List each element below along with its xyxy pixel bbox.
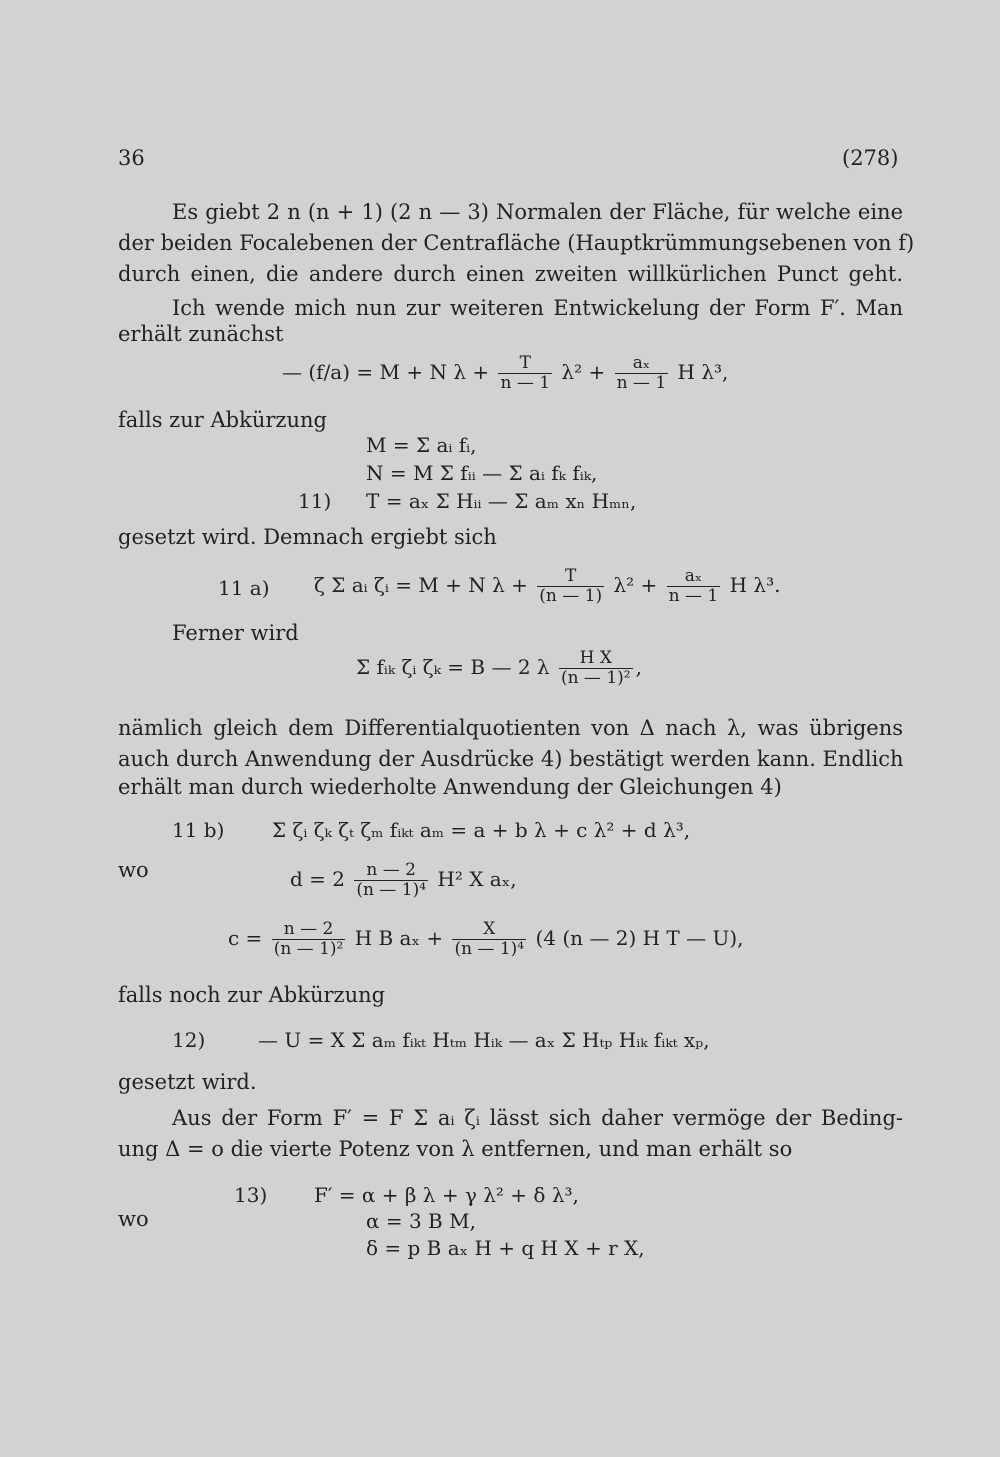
frac-numerator: aₓ <box>615 355 669 374</box>
eq13-label: 13) <box>234 1183 268 1207</box>
eq11-line3: T = aₓ Σ Hᵢᵢ — Σ aₘ xₙ Hₘₙ, <box>366 489 637 513</box>
frac-numerator: H X <box>559 650 633 669</box>
eq-d-lhs: d = 2 <box>290 867 345 891</box>
equation-11a <box>314 568 780 605</box>
page-reference: (278) <box>842 146 899 170</box>
frac-denominator: (n — 1)⁴ <box>454 939 525 959</box>
para3-line1: nämlich gleich dem Differentialquotienten von Δ nach λ, was übrigens <box>118 716 903 740</box>
frac-denominator: (n — 1)⁴ <box>356 880 427 900</box>
para3-line2: auch durch Anwendung der Ausdrücke 4) bestätigt werden kann. Endlich <box>118 747 904 771</box>
eq11b-label: 11 b) <box>172 818 225 842</box>
frac-denominator: n — 1 <box>500 373 551 393</box>
falls-noch: falls noch zur Abkürzung <box>118 983 386 1007</box>
eq-c-tail: (4 (n — 2) H T — U), <box>535 926 744 950</box>
para1-line2: der beiden Focalebenen der Centrafläche (Hauptkrümmungsebenen von f) <box>118 231 915 255</box>
frac-numerator: T <box>498 355 552 374</box>
eq-main-tail: H λ³, <box>677 360 729 384</box>
eq11a-mid: λ² + <box>613 573 658 597</box>
frac-numerator: X <box>452 921 526 940</box>
eq-c-frac2 <box>452 921 526 958</box>
eq-fik-tail: , <box>635 655 642 679</box>
wo-1: wo <box>118 858 149 882</box>
frac-numerator: aₓ <box>667 568 721 587</box>
frac-numerator: n — 2 <box>272 921 346 940</box>
eq11-line1: M = Σ aᵢ fᵢ, <box>366 433 477 457</box>
eq-c-mid: H B aₓ + <box>354 926 444 950</box>
eq-fik-lhs: Σ fᵢₖ ζᵢ ζₖ = B — 2 λ <box>356 655 550 679</box>
eq-main-frac1 <box>498 355 552 392</box>
eq11a-tail: H λ³. <box>729 573 781 597</box>
eq11-line2: N = M Σ fᵢᵢ — Σ aᵢ fₖ fᵢₖ, <box>366 461 598 485</box>
eq11a-label: 11 a) <box>218 576 270 600</box>
wo-2: wo <box>118 1207 149 1231</box>
eq13-line2: α = 3 B M, <box>366 1209 476 1233</box>
eq12-body: — U = X Σ aₘ fᵢₖₜ Hₜₘ Hᵢₖ — aₓ Σ Hₜₚ Hᵢₖ fᵢₖₜ xₚ, <box>258 1028 710 1052</box>
eq-d-frac <box>354 862 428 899</box>
ferner-wird: Ferner wird <box>172 621 299 645</box>
frac-numerator: n — 2 <box>354 862 428 881</box>
eq11a-frac2 <box>667 568 721 605</box>
eq11a-lhs: ζ Σ aᵢ ζᵢ = M + N λ + <box>314 573 528 597</box>
equation-fik <box>356 650 642 687</box>
page-number: 36 <box>118 146 145 170</box>
eq12-label: 12) <box>172 1028 206 1052</box>
para1-line1: Es giebt 2 n (n + 1) (2 n — 3) Normalen der Fläche, für welche eine <box>172 200 903 224</box>
frac-denominator: n — 1 <box>616 373 667 393</box>
frac-denominator: n — 1 <box>668 586 719 606</box>
para4-line2: ung Δ = o die vierte Potenz von λ entfernen, und man erhält so <box>118 1137 793 1161</box>
para3-line3: erhält man durch wiederholte Anwendung der Gleichungen 4) <box>118 775 782 799</box>
gesetzt-demnach: gesetzt wird. Demnach ergiebt sich <box>118 525 497 549</box>
gesetzt-wird: gesetzt wird. <box>118 1070 257 1094</box>
eq-fik-frac <box>559 650 633 687</box>
eq-c-lhs: c = <box>228 926 263 950</box>
frac-denominator: (n — 1)² <box>560 668 631 688</box>
equation-main <box>282 355 728 392</box>
eq-d-tail: H² X aₓ, <box>437 867 517 891</box>
eq11-label: 11) <box>298 489 332 513</box>
eq-main-mid: = M + N λ + <box>356 360 490 384</box>
frac-denominator: (n — 1)² <box>273 939 344 959</box>
frac-numerator: T <box>537 568 604 587</box>
eq11a-frac1 <box>537 568 604 605</box>
eq-main-mid2: λ² + <box>561 360 606 384</box>
eq13-line3: δ = p B aₓ H + q H X + r X, <box>366 1236 645 1260</box>
para1-line3: durch einen, die andere durch einen zweiten willkürlichen Punct geht. <box>118 262 903 286</box>
falls-zur-abkuerzung: falls zur Abkürzung <box>118 408 327 432</box>
eq13-line1: F′ = α + β λ + γ λ² + δ λ³, <box>314 1183 579 1207</box>
para4-line1: Aus der Form F′ = F Σ aᵢ ζᵢ lässt sich daher vermöge der Beding- <box>172 1106 903 1130</box>
eq-main-lhs: — (f/a) <box>282 360 351 384</box>
eq-c-frac1 <box>272 921 346 958</box>
eq11b-body: Σ ζᵢ ζₖ ζₜ ζₘ fᵢₖₜ aₘ = a + b λ + c λ² + d λ³, <box>272 818 691 842</box>
equation-d <box>290 862 517 899</box>
eq-main-frac2 <box>615 355 669 392</box>
frac-denominator: (n — 1) <box>539 586 603 606</box>
para2-line1: Ich wende mich nun zur weiteren Entwickelung der Form F′. Man <box>172 296 903 320</box>
equation-c <box>228 921 744 958</box>
para2-line2: erhält zunächst <box>118 322 284 346</box>
